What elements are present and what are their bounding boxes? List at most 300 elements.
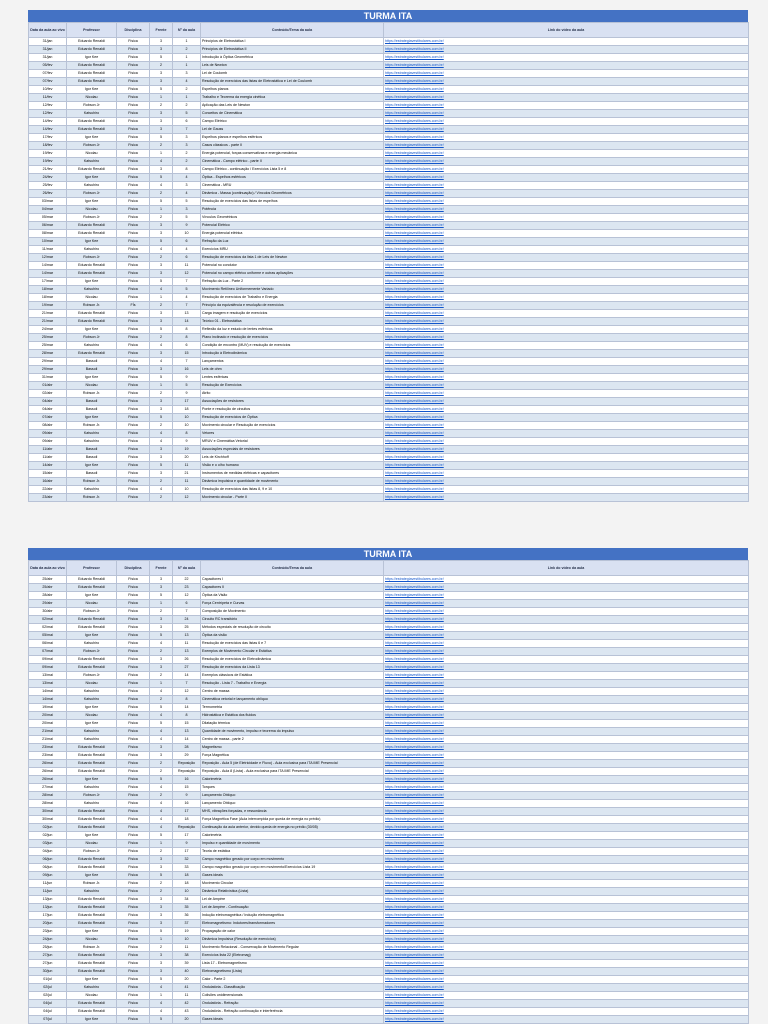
video-link[interactable]: https://estrategiavestibulares.com.br/ (384, 712, 749, 720)
video-link[interactable]: https://estrategiavestibulares.com.br/ (384, 840, 749, 848)
topic-cell: Potencial Elétrico (201, 222, 384, 230)
video-link[interactable]: https://estrategiavestibulares.com.br/ (384, 776, 749, 784)
front-cell: 3 (150, 656, 173, 664)
date-cell: 05/fev (29, 62, 67, 70)
video-link[interactable]: https://estrategiavestibulares.com.br/ (384, 206, 749, 214)
video-link[interactable]: https://estrategiavestibulares.com.br/ (384, 38, 749, 46)
front-cell: 3 (150, 864, 173, 872)
discipline-cell: Física (117, 704, 150, 712)
video-link[interactable]: https://estrategiavestibulares.com.br/ (384, 592, 749, 600)
video-link[interactable]: https://estrategiavestibulares.com.br/ (384, 744, 749, 752)
table-row (29, 126, 749, 134)
video-link[interactable]: https://estrategiavestibulares.com.br/ (384, 688, 749, 696)
topic-cell: Resolução de exercícios de Óptica (201, 414, 384, 422)
date-cell: 09/abr (29, 438, 67, 446)
lesson-number-cell: 33 (173, 864, 201, 872)
lesson-number-cell: 3 (173, 206, 201, 214)
video-link[interactable]: https://estrategiavestibulares.com.br/ (384, 816, 749, 824)
lesson-number-cell: 34 (173, 896, 201, 904)
column-header: Frente (150, 23, 173, 38)
video-link[interactable]: https://estrategiavestibulares.com.br/ (384, 800, 749, 808)
video-link[interactable]: https://estrategiavestibulares.com.br/ (384, 358, 749, 366)
professor-cell: Eduardo Renaldi (67, 768, 117, 776)
video-link[interactable]: https://estrategiavestibulares.com.br/ (384, 374, 749, 382)
date-cell: 29/mar (29, 358, 67, 366)
professor-cell: Eduardo Renaldi (67, 864, 117, 872)
video-link[interactable]: https://estrategiavestibulares.com.br/ (384, 54, 749, 62)
topic-cell: Calorimetria (201, 776, 384, 784)
discipline-cell: Física (117, 238, 150, 246)
video-link[interactable]: https://estrategiavestibulares.com.br/ (384, 608, 749, 616)
front-cell: 4 (150, 438, 173, 446)
table-row (29, 214, 749, 222)
video-link[interactable]: https://estrategiavestibulares.com.br/ (384, 438, 749, 446)
front-cell: 5 (150, 326, 173, 334)
video-link[interactable]: https://estrategiavestibulares.com.br/ (384, 166, 749, 174)
topic-cell: Resolução - Lista 7 - Trabalho e Energia (201, 680, 384, 688)
video-link[interactable]: https://estrategiavestibulares.com.br/ (384, 198, 749, 206)
table-row (29, 752, 749, 760)
video-link[interactable]: https://estrategiavestibulares.com.br/ (384, 968, 749, 976)
discipline-cell: Física (117, 728, 150, 736)
table-row (29, 608, 749, 616)
video-link[interactable]: https://estrategiavestibulares.com.br/ (384, 960, 749, 968)
date-cell: 11/fev (29, 94, 67, 102)
professor-cell: Robson Jr (67, 672, 117, 680)
professor-cell: Eduardo Renaldi (67, 350, 117, 358)
video-link[interactable]: https://estrategiavestibulares.com.br/ (384, 792, 749, 800)
front-cell: 2 (150, 944, 173, 952)
video-link[interactable]: https://estrategiavestibulares.com.br/ (384, 342, 749, 350)
front-cell: 4 (150, 736, 173, 744)
date-cell: 19/fev (29, 158, 67, 166)
video-link[interactable]: https://estrategiavestibulares.com.br/ (384, 254, 749, 262)
lesson-number-cell: 14 (173, 672, 201, 680)
professor-cell: Eduardo Renaldi (67, 896, 117, 904)
professor-cell: Eduardo Renaldi (67, 616, 117, 624)
table-row (29, 430, 749, 438)
discipline-cell: Física (117, 414, 150, 422)
video-link[interactable]: https://estrategiavestibulares.com.br/ (384, 672, 749, 680)
discipline-cell: Física (117, 206, 150, 214)
topic-cell: Espelhos planos e espelhos esféricos (201, 134, 384, 142)
table-row (29, 680, 749, 688)
table-row (29, 776, 749, 784)
front-cell: 4 (150, 286, 173, 294)
table-row (29, 78, 749, 86)
lesson-number-cell: 4 (173, 78, 201, 86)
video-link[interactable]: https://estrategiavestibulares.com.br/ (384, 102, 749, 110)
video-link[interactable]: https://estrategiavestibulares.com.br/ (384, 640, 749, 648)
lesson-number-cell: 11 (173, 944, 201, 952)
video-link[interactable]: https://estrategiavestibulares.com.br/ (384, 470, 749, 478)
lesson-number-cell: 2 (173, 102, 201, 110)
front-cell: 2 (150, 888, 173, 896)
professor-cell: Igor Kee (67, 832, 117, 840)
lesson-number-cell: 19 (173, 446, 201, 454)
column-header: Professor (67, 561, 117, 576)
date-cell: 07/mai (29, 648, 67, 656)
topic-cell: Gases ideais (201, 872, 384, 880)
video-link[interactable]: https://estrategiavestibulares.com.br/ (384, 190, 749, 198)
professor-cell: Robson Jr (67, 334, 117, 342)
lesson-number-cell: 9 (173, 374, 201, 382)
video-link[interactable]: https://estrategiavestibulares.com.br/ (384, 310, 749, 318)
lesson-number-cell: 16 (173, 366, 201, 374)
lesson-number-cell: 8 (173, 326, 201, 334)
front-cell: 4 (150, 486, 173, 494)
discipline-cell: Física (117, 848, 150, 856)
video-link[interactable]: https://estrategiavestibulares.com.br/ (384, 86, 749, 94)
video-link[interactable]: https://estrategiavestibulares.com.br/ (384, 1000, 749, 1008)
table-row (29, 486, 749, 494)
front-cell: 3 (150, 270, 173, 278)
professor-cell: Eduardo Renaldi (67, 270, 117, 278)
video-link[interactable]: https://estrategiavestibulares.com.br/ (384, 824, 749, 832)
topic-cell: Calor - Parte 2 (201, 976, 384, 984)
video-link[interactable]: https://estrategiavestibulares.com.br/ (384, 230, 749, 238)
topic-cell: Resolução de exercícios das listas de espelhos (201, 198, 384, 206)
front-cell: 3 (150, 904, 173, 912)
video-link[interactable]: https://estrategiavestibulares.com.br/ (384, 158, 749, 166)
professor-cell: Katsuhiro (67, 110, 117, 118)
discipline-cell: Física (117, 744, 150, 752)
topic-cell: Movimento Circular (201, 880, 384, 888)
video-link[interactable]: https://estrategiavestibulares.com.br/ (384, 126, 749, 134)
professor-cell: Nicolau (67, 992, 117, 1000)
video-link[interactable]: https://estrategiavestibulares.com.br/ (384, 302, 749, 310)
professor-cell: Katsuhiro (67, 182, 117, 190)
video-link[interactable]: https://estrategiavestibulares.com.br/ (384, 1016, 749, 1024)
discipline-cell: Física (117, 624, 150, 632)
video-link[interactable]: https://estrategiavestibulares.com.br/ (384, 616, 749, 624)
lesson-number-cell: 43 (173, 1008, 201, 1016)
topic-cell: Princípios de Eletrostática II (201, 46, 384, 54)
professor-cell: Nicolau (67, 680, 117, 688)
video-link[interactable]: https://estrategiavestibulares.com.br/ (384, 382, 749, 390)
video-link[interactable]: https://estrategiavestibulares.com.br/ (384, 928, 749, 936)
lesson-number-cell: 38 (173, 952, 201, 960)
lesson-number-cell: 18 (173, 816, 201, 824)
topic-cell: Eletromagnetismo: Indutores/transformadores (201, 920, 384, 928)
video-link[interactable]: https://estrategiavestibulares.com.br/ (384, 78, 749, 86)
date-cell: 21/mar (29, 310, 67, 318)
video-link[interactable]: https://estrategiavestibulares.com.br/ (384, 286, 749, 294)
discipline-cell: Física (117, 944, 150, 952)
table-body (29, 576, 749, 1024)
lesson-number-cell: 15 (173, 350, 201, 358)
video-link[interactable]: https://estrategiavestibulares.com.br/ (384, 952, 749, 960)
video-link[interactable]: https://estrategiavestibulares.com.br/ (384, 94, 749, 102)
professor-cell: Eduardo Renaldi (67, 656, 117, 664)
video-link[interactable]: https://estrategiavestibulares.com.br/ (384, 134, 749, 142)
video-link[interactable]: https://estrategiavestibulares.com.br/ (384, 936, 749, 944)
front-cell: 5 (150, 832, 173, 840)
lesson-number-cell: 32 (173, 856, 201, 864)
lesson-number-cell: 7 (173, 278, 201, 286)
topic-cell: Vetores (201, 430, 384, 438)
discipline-cell: Física (117, 904, 150, 912)
video-link[interactable]: https://estrategiavestibulares.com.br/ (384, 454, 749, 462)
video-link[interactable]: https://estrategiavestibulares.com.br/ (384, 1008, 749, 1016)
video-link[interactable]: https://estrategiavestibulares.com.br/ (384, 118, 749, 126)
video-link[interactable]: https://estrategiavestibulares.com.br/ (384, 576, 749, 584)
topic-cell: Ondulatória - Refração (201, 1000, 384, 1008)
video-link[interactable]: https://estrategiavestibulares.com.br/ (384, 238, 749, 246)
table-row (29, 222, 749, 230)
video-link[interactable]: https://estrategiavestibulares.com.br/ (384, 494, 749, 502)
topic-cell: Visão e o olho humano (201, 462, 384, 470)
video-link[interactable]: https://estrategiavestibulares.com.br/ (384, 848, 749, 856)
front-cell: 2 (150, 760, 173, 768)
front-cell: 2 (150, 880, 173, 888)
topic-cell: Princípio da equivalência e resolução de exercícios (201, 302, 384, 310)
table-row (29, 976, 749, 984)
discipline-cell: Física (117, 486, 150, 494)
video-link[interactable]: https://estrategiavestibulares.com.br/ (384, 174, 749, 182)
video-link[interactable]: https://estrategiavestibulares.com.br/ (384, 680, 749, 688)
date-cell: 11/jun (29, 888, 67, 896)
professor-cell: Nicolau (67, 840, 117, 848)
video-link[interactable]: https://estrategiavestibulares.com.br/ (384, 984, 749, 992)
topic-cell: Associações especiais de resistores (201, 446, 384, 454)
topic-cell: Refração da Luz (201, 238, 384, 246)
video-link[interactable]: https://estrategiavestibulares.com.br/ (384, 142, 749, 150)
video-link[interactable]: https://estrategiavestibulares.com.br/ (384, 398, 749, 406)
topic-cell: Impulso e quantidade de movimento (201, 840, 384, 848)
table-row (29, 808, 749, 816)
professor-cell: Robson Jr (67, 142, 117, 150)
professor-cell: Igor Kee (67, 632, 117, 640)
professor-cell: Igor Kee (67, 174, 117, 182)
table-row (29, 728, 749, 736)
video-link[interactable]: https://estrategiavestibulares.com.br/ (384, 696, 749, 704)
date-cell: 07/fev (29, 70, 67, 78)
professor-cell: Igor Kee (67, 134, 117, 142)
video-link[interactable]: https://estrategiavestibulares.com.br/ (384, 318, 749, 326)
professor-cell: Igor Kee (67, 872, 117, 880)
video-link[interactable]: https://estrategiavestibulares.com.br/ (384, 920, 749, 928)
video-link[interactable]: https://estrategiavestibulares.com.br/ (384, 720, 749, 728)
professor-cell: Igor Kee (67, 278, 117, 286)
topic-cell: Vínculos Geométricos (201, 214, 384, 222)
front-cell: 4 (150, 808, 173, 816)
video-link[interactable]: https://estrategiavestibulares.com.br/ (384, 446, 749, 454)
video-link[interactable]: https://estrategiavestibulares.com.br/ (384, 704, 749, 712)
lesson-number-cell: 5 (173, 214, 201, 222)
date-cell: 26/mai (29, 768, 67, 776)
video-link[interactable]: https://estrategiavestibulares.com.br/ (384, 600, 749, 608)
topic-cell: Ondulatória - Refração continuação e interferência (201, 1008, 384, 1016)
topic-cell: Resolução de exercícios de Eletrodinâmica (201, 656, 384, 664)
discipline-cell: Física (117, 800, 150, 808)
front-cell: 2 (150, 214, 173, 222)
date-cell: 09/mai (29, 656, 67, 664)
lesson-number-cell: 16 (173, 800, 201, 808)
video-link[interactable]: https://estrategiavestibulares.com.br/ (384, 46, 749, 54)
video-link[interactable]: https://estrategiavestibulares.com.br/ (384, 214, 749, 222)
topic-cell: Centro de massa (201, 688, 384, 696)
video-link[interactable]: https://estrategiavestibulares.com.br/ (384, 664, 749, 672)
front-cell: 5 (150, 872, 173, 880)
table-row (29, 422, 749, 430)
video-link[interactable]: https://estrategiavestibulares.com.br/ (384, 262, 749, 270)
lesson-number-cell: 4 (173, 174, 201, 182)
professor-cell: Eduardo Renaldi (67, 1000, 117, 1008)
lesson-number-cell: 10 (173, 486, 201, 494)
table-row (29, 446, 749, 454)
topic-cell: Princípios de Eletrostática I (201, 38, 384, 46)
professor-cell: Robson Jr (67, 648, 117, 656)
topic-cell: Campo Elétrico - continuação / Exercícios Lista 5 e 8 (201, 166, 384, 174)
video-link[interactable]: https://estrategiavestibulares.com.br/ (384, 872, 749, 880)
professor-cell: Eduardo Renaldi (67, 584, 117, 592)
video-link[interactable]: https://estrategiavestibulares.com.br/ (384, 784, 749, 792)
video-link[interactable]: https://estrategiavestibulares.com.br/ (384, 832, 749, 840)
video-link[interactable]: https://estrategiavestibulares.com.br/ (384, 768, 749, 776)
professor-cell: Robson Jr (67, 102, 117, 110)
video-link[interactable]: https://estrategiavestibulares.com.br/ (384, 486, 749, 494)
front-cell: 1 (150, 150, 173, 158)
table-row (29, 54, 749, 62)
date-cell: 04/jul (29, 1000, 67, 1008)
video-link[interactable]: https://estrategiavestibulares.com.br/ (384, 864, 749, 872)
front-cell: 2 (150, 302, 173, 310)
video-link[interactable]: https://estrategiavestibulares.com.br/ (384, 880, 749, 888)
topic-cell: Termometria (201, 704, 384, 712)
date-cell: 02/jul (29, 984, 67, 992)
topic-cell: Força Centrípeta e Curvas (201, 600, 384, 608)
video-link[interactable]: https://estrategiavestibulares.com.br/ (384, 888, 749, 896)
video-link[interactable]: https://estrategiavestibulares.com.br/ (384, 414, 749, 422)
front-cell: 4 (150, 816, 173, 824)
front-cell: 4 (150, 1008, 173, 1016)
date-cell: 23/mai (29, 744, 67, 752)
video-link[interactable]: https://estrategiavestibulares.com.br/ (384, 390, 749, 398)
lesson-number-cell: 11 (173, 640, 201, 648)
video-link[interactable]: https://estrategiavestibulares.com.br/ (384, 62, 749, 70)
video-link[interactable]: https://estrategiavestibulares.com.br/ (384, 294, 749, 302)
topic-cell: Composição de Movimento (201, 608, 384, 616)
video-link[interactable]: https://estrategiavestibulares.com.br/ (384, 182, 749, 190)
front-cell: 3 (150, 406, 173, 414)
video-link[interactable]: https://estrategiavestibulares.com.br/ (384, 246, 749, 254)
video-link[interactable]: https://estrategiavestibulares.com.br/ (384, 760, 749, 768)
lesson-number-cell: 23 (173, 584, 201, 592)
video-link[interactable]: https://estrategiavestibulares.com.br/ (384, 896, 749, 904)
lesson-number-cell: 36 (173, 912, 201, 920)
table-row (29, 864, 749, 872)
topic-cell: Continuação da aula anterior, devido queda de energia no prédio (30/05) (201, 824, 384, 832)
video-link[interactable]: https://estrategiavestibulares.com.br/ (384, 912, 749, 920)
video-link[interactable]: https://estrategiavestibulares.com.br/ (384, 430, 749, 438)
topic-cell: Campo magnético gerado por corpo em movimento (201, 856, 384, 864)
video-link[interactable]: https://estrategiavestibulares.com.br/ (384, 478, 749, 486)
date-cell: 17/jun (29, 912, 67, 920)
table-row (29, 880, 749, 888)
video-link[interactable]: https://estrategiavestibulares.com.br/ (384, 406, 749, 414)
topic-cell: MRUV e Cinemática Vetorial (201, 438, 384, 446)
video-link[interactable]: https://estrategiavestibulares.com.br/ (384, 70, 749, 78)
video-link[interactable]: https://estrategiavestibulares.com.br/ (384, 422, 749, 430)
video-link[interactable]: https://estrategiavestibulares.com.br/ (384, 856, 749, 864)
front-cell: 3 (150, 454, 173, 462)
front-cell: 3 (150, 318, 173, 326)
video-link[interactable]: https://estrategiavestibulares.com.br/ (384, 584, 749, 592)
professor-cell: Eduardo Renaldi (67, 968, 117, 976)
video-link[interactable]: https://estrategiavestibulares.com.br/ (384, 222, 749, 230)
professor-cell: Eduardo Renaldi (67, 664, 117, 672)
professor-cell: Bassoli (67, 470, 117, 478)
date-cell: 21/mar (29, 318, 67, 326)
lesson-number-cell: 5 (173, 382, 201, 390)
discipline-cell: Física (117, 350, 150, 358)
video-link[interactable]: https://estrategiavestibulares.com.br/ (384, 150, 749, 158)
professor-cell: Eduardo Renaldi (67, 38, 117, 46)
video-link[interactable]: https://estrategiavestibulares.com.br/ (384, 326, 749, 334)
topic-cell: Movimento circular e Resolução de exercícios (201, 422, 384, 430)
video-link[interactable]: https://estrategiavestibulares.com.br/ (384, 270, 749, 278)
date-cell: 02/mai (29, 624, 67, 632)
professor-cell: Katsuhiro (67, 438, 117, 446)
date-cell: 13/mai (29, 680, 67, 688)
date-cell: 18/mar (29, 286, 67, 294)
topic-cell: Eletromagnetismo (Lista) (201, 968, 384, 976)
video-link[interactable]: https://estrategiavestibulares.com.br/ (384, 110, 749, 118)
date-cell: 03/mar (29, 198, 67, 206)
video-link[interactable]: https://estrategiavestibulares.com.br/ (384, 624, 749, 632)
discipline-cell: Física (117, 984, 150, 992)
discipline-cell: Física (117, 1000, 150, 1008)
discipline-cell: Física (117, 142, 150, 150)
front-cell: 3 (150, 398, 173, 406)
video-link[interactable]: https://estrategiavestibulares.com.br/ (384, 350, 749, 358)
video-link[interactable]: https://estrategiavestibulares.com.br/ (384, 334, 749, 342)
video-link[interactable]: https://estrategiavestibulares.com.br/ (384, 728, 749, 736)
video-link[interactable]: https://estrategiavestibulares.com.br/ (384, 462, 749, 470)
video-link[interactable]: https://estrategiavestibulares.com.br/ (384, 736, 749, 744)
topic-cell: Exercícios MRU (201, 246, 384, 254)
front-cell: 4 (150, 342, 173, 350)
front-cell: 2 (150, 422, 173, 430)
video-link[interactable]: https://estrategiavestibulares.com.br/ (384, 656, 749, 664)
front-cell: 5 (150, 704, 173, 712)
video-link[interactable]: https://estrategiavestibulares.com.br/ (384, 944, 749, 952)
date-cell: 11/abr (29, 454, 67, 462)
video-link[interactable]: https://estrategiavestibulares.com.br/ (384, 992, 749, 1000)
date-cell: 29/mar (29, 366, 67, 374)
video-link[interactable]: https://estrategiavestibulares.com.br/ (384, 648, 749, 656)
video-link[interactable]: https://estrategiavestibulares.com.br/ (384, 278, 749, 286)
video-link[interactable]: https://estrategiavestibulares.com.br/ (384, 366, 749, 374)
professor-cell: Eduardo Renaldi (67, 816, 117, 824)
video-link[interactable]: https://estrategiavestibulares.com.br/ (384, 808, 749, 816)
date-cell: 10/fev (29, 86, 67, 94)
front-cell: 1 (150, 992, 173, 1000)
topic-cell: Condição de encontro (MUV) e resolução de exercícios (201, 342, 384, 350)
lesson-number-cell: 8 (173, 430, 201, 438)
topic-cell: Hidrostática e Estática dos fluidos (201, 712, 384, 720)
date-cell: 25/mar (29, 342, 67, 350)
video-link[interactable]: https://estrategiavestibulares.com.br/ (384, 752, 749, 760)
professor-cell: Bassoli (67, 454, 117, 462)
front-cell: 4 (150, 1000, 173, 1008)
video-link[interactable]: https://estrategiavestibulares.com.br/ (384, 904, 749, 912)
video-link[interactable]: https://estrategiavestibulares.com.br/ (384, 976, 749, 984)
video-link[interactable]: https://estrategiavestibulares.com.br/ (384, 632, 749, 640)
professor-cell: Eduardo Renaldi (67, 744, 117, 752)
topic-cell: Cinemática vetorial e lançamento oblíquo (201, 696, 384, 704)
